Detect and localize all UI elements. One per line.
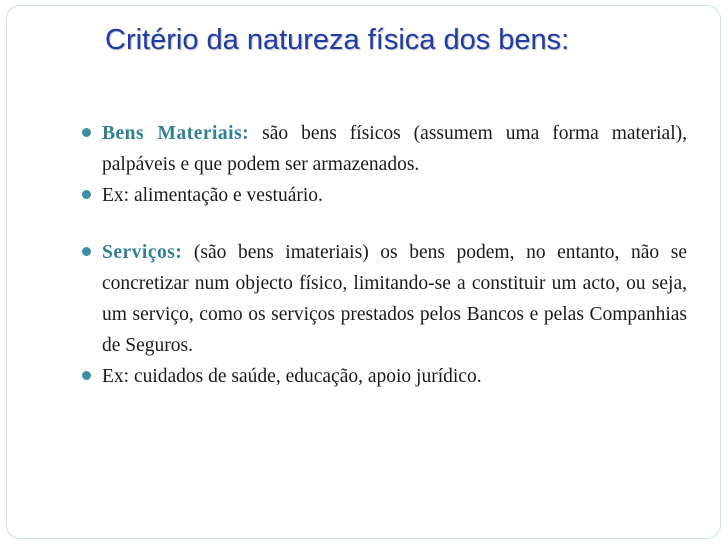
bullet-text: são bens físicos (assumem uma forma material), palpáveis e que podem ser armazenados.	[102, 123, 687, 175]
keyword-servicos: Serviços:	[102, 242, 183, 263]
bullet-item-example-2	[84, 361, 687, 392]
bullet-item-servicos	[84, 237, 687, 361]
spacer	[84, 211, 687, 237]
bullet-text: Ex: alimentação e vestuário.	[102, 185, 323, 206]
bullet-text: (são bens imateriais) os bens podem, no entanto, não se concretizar num objecto físico, limitando-se a constituir um acto, ou seja, um serviço, como os serviços prestados pelos Bancos e pelas Companhias de Seguros.	[102, 242, 687, 356]
bullet-item-bens-materiais	[84, 118, 687, 180]
bullet-text: Ex: cuidados de saúde, educação, apoio jurídico.	[102, 366, 482, 387]
slide-content	[84, 118, 687, 392]
bullet-item-example-1	[84, 180, 687, 211]
bullet-icon	[82, 128, 91, 137]
slide-title: Critério da natureza física dos bens:	[105, 24, 570, 56]
keyword-bens-materiais: Bens Materiais:	[102, 123, 250, 144]
bullet-icon	[82, 247, 91, 256]
bullet-icon	[82, 190, 91, 199]
bullet-icon	[82, 371, 91, 380]
